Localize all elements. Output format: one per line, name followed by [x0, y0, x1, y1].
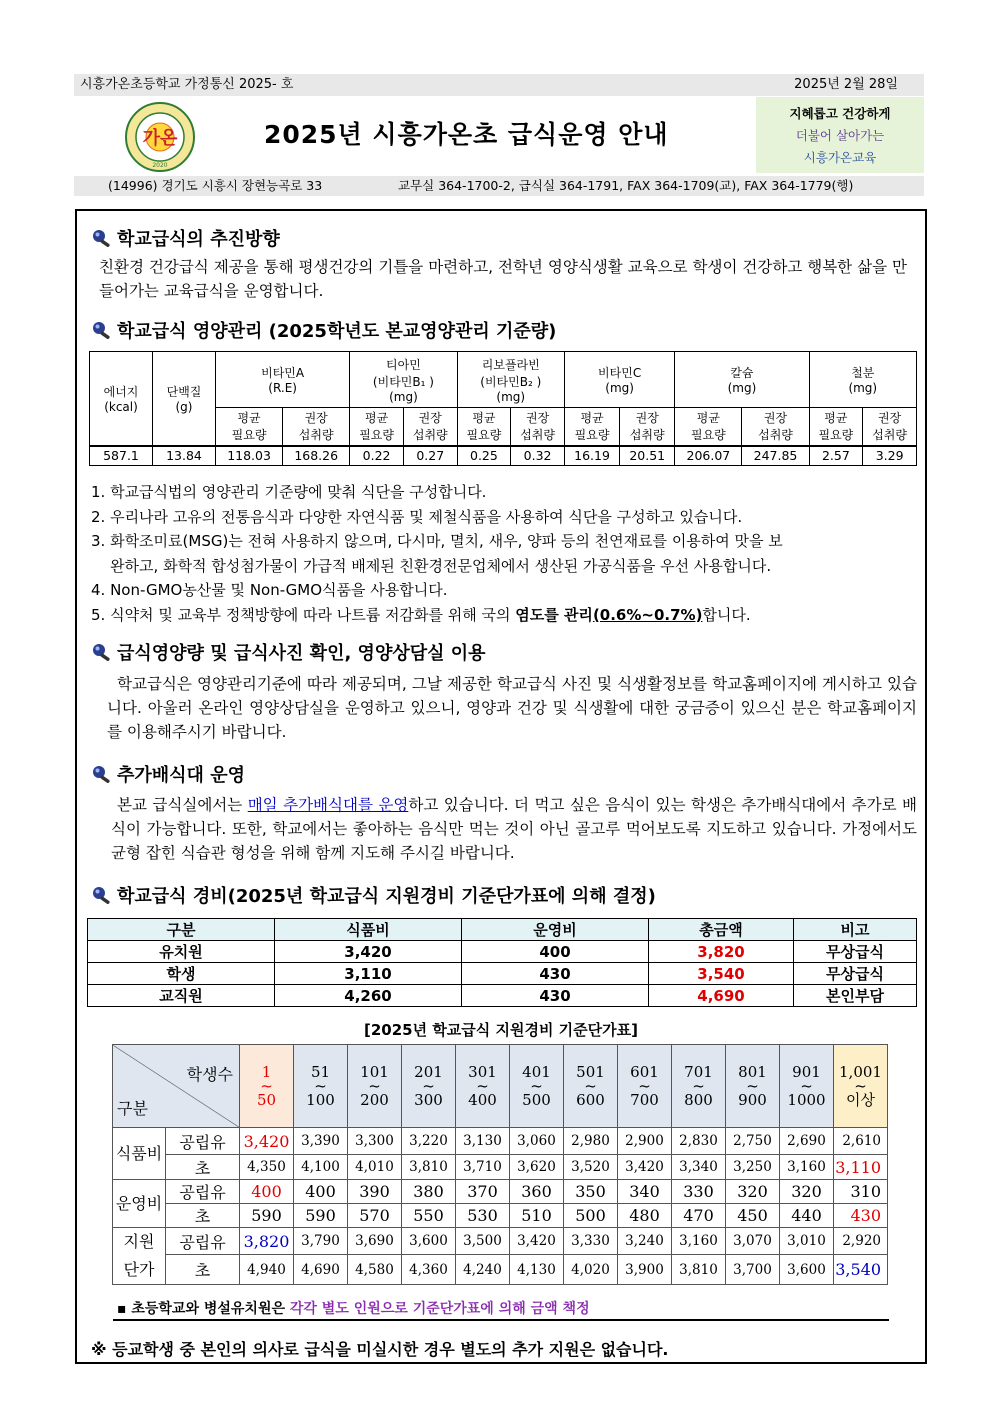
table-row [113, 1155, 888, 1180]
std-row-label: 초 [166, 1255, 240, 1285]
std-value-cell: 4,580 [348, 1255, 402, 1285]
std-value-cell: 2,900 [618, 1128, 672, 1155]
table-row [88, 985, 917, 1007]
address-bar [74, 176, 924, 196]
std-value-cell: 4,020 [564, 1255, 618, 1285]
std-value-cell: 380 [402, 1180, 456, 1204]
std-row-label: 초 [166, 1155, 240, 1180]
std-value-cell: 3,520 [564, 1155, 618, 1180]
section-title-cost [91, 882, 656, 908]
range-bound: 900 [738, 1091, 767, 1109]
std-value-cell: 530 [456, 1204, 510, 1228]
range-tilde: ~ [260, 1077, 273, 1095]
rec-header: 권장 섭취량 [403, 408, 457, 446]
vitamin-c-header: 비타민C (mg) [564, 352, 674, 408]
std-value-cell: 440 [780, 1204, 834, 1228]
cost-header: 비고 [794, 919, 917, 941]
nutrition-value: 0.27 [403, 446, 457, 466]
header [74, 97, 924, 173]
range-bound: 700 [630, 1091, 659, 1109]
std-value-cell: 4,360 [402, 1255, 456, 1285]
content-box [75, 209, 927, 1364]
std-range-header [564, 1045, 618, 1128]
range-bound: 600 [576, 1091, 605, 1109]
nutrition-value: 247.85 [742, 446, 809, 466]
table-row [113, 1228, 888, 1255]
std-value-cell: 4,130 [510, 1255, 564, 1285]
avg-header: 평균 필요량 [216, 408, 283, 446]
std-range-header [780, 1045, 834, 1128]
std-value-cell: 3,240 [618, 1228, 672, 1255]
nutrition-value: 0.32 [511, 446, 565, 466]
section-4-text-b: 하고 있습니다. 더 먹고 싶은 음식이 있는 학생은 추가배식대에서 추가로 배식이 가능합니다. 또한, 학교에서는 좋아하는 음식만 먹는 것이 아닌 골고루 먹어보도록 지도하고 있습니다. 가정에서도 균형 잡힌 식습관 형성을 위해 함께 지도해 주시길 바랍니다. [111, 796, 918, 862]
school-motto [756, 97, 924, 173]
table-row [113, 1180, 888, 1204]
magnifier-icon [91, 229, 113, 247]
avg-header: 평균 필요량 [457, 408, 511, 446]
rec-header: 권장 섭취량 [511, 408, 565, 446]
range-bound: 51 [310, 1063, 331, 1081]
range-tilde: ~ [638, 1077, 651, 1095]
std-value-cell: 390 [348, 1180, 402, 1204]
std-value-cell: 3,420 [618, 1155, 672, 1180]
cost-cell: 400 [462, 941, 649, 963]
std-value-cell: 360 [510, 1180, 564, 1204]
std-range-header [618, 1045, 672, 1128]
std-value-cell: 3,340 [672, 1155, 726, 1180]
range-tilde: ~ [746, 1077, 759, 1095]
iron-header: 철분 (mg) [809, 352, 916, 408]
std-range-header [726, 1045, 780, 1128]
avg-header: 평균 필요량 [350, 408, 404, 446]
table-row [88, 941, 917, 963]
cost-header: 총금액 [649, 919, 794, 941]
std-value-cell: 3,160 [780, 1155, 834, 1180]
range-bound: 701 [684, 1063, 713, 1081]
std-value-cell: 4,350 [240, 1155, 294, 1180]
section-4-text [111, 793, 917, 865]
list-item [91, 603, 783, 628]
energy-header: 에너지 (kcal) [90, 352, 153, 446]
cost-cell: 430 [462, 963, 649, 985]
nutrition-value: 0.22 [350, 446, 404, 466]
std-value-cell: 330 [672, 1180, 726, 1204]
std-value-cell: 550 [402, 1204, 456, 1228]
table-row [113, 1204, 888, 1228]
cost-cell: 무상급식 [794, 963, 917, 985]
std-range-header [456, 1045, 510, 1128]
std-value-cell: 480 [618, 1204, 672, 1228]
std-header-row [113, 1045, 888, 1128]
std-range-header [510, 1045, 564, 1128]
table-row [113, 1128, 888, 1155]
std-note-text: ▪ 초등학교와 병설유치원은 [117, 1301, 290, 1317]
std-value-cell: 3,690 [348, 1228, 402, 1255]
std-value-cell: 3,160 [672, 1228, 726, 1255]
std-value-cell: 510 [510, 1204, 564, 1228]
cost-cell: 유치원 [88, 941, 275, 963]
range-tilde: ~ [476, 1077, 489, 1095]
std-value-cell: 3,540 [834, 1255, 888, 1285]
range-bound: 이상 [846, 1091, 875, 1109]
std-range-header [294, 1045, 348, 1128]
std-group-label: 식품비 [113, 1128, 166, 1180]
cost-header: 구분 [88, 919, 275, 941]
std-value-cell: 3,500 [456, 1228, 510, 1255]
list-item-5-end: 합니다. [702, 605, 751, 624]
range-bound: 901 [792, 1063, 821, 1081]
range-bound: 601 [630, 1063, 659, 1081]
std-value-cell: 3,600 [780, 1255, 834, 1285]
std-value-cell: 3,250 [726, 1155, 780, 1180]
range-bound: 200 [360, 1091, 389, 1109]
section-title-direction [91, 225, 280, 251]
range-bound: 201 [414, 1063, 443, 1081]
std-value-cell: 3,010 [780, 1228, 834, 1255]
list-item: 4. Non-GMO농산물 및 Non-GMO식품을 사용합니다. [91, 581, 448, 599]
std-value-cell: 3,600 [402, 1228, 456, 1255]
std-value-cell: 3,790 [294, 1228, 348, 1255]
list-item-5-text: 5. 식약처 및 교육부 정책방향에 따라 나트륨 저감화를 위해 국의 [91, 605, 516, 624]
std-value-cell: 340 [618, 1180, 672, 1204]
section-title-text: 학교급식의 추진방향 [117, 229, 280, 250]
std-group-label: 운영비 [113, 1180, 166, 1228]
rec-header: 권장 섭취량 [283, 408, 350, 446]
std-value-cell: 2,610 [834, 1128, 888, 1155]
std-range-header [402, 1045, 456, 1128]
std-value-cell: 590 [294, 1204, 348, 1228]
std-value-cell: 2,690 [780, 1128, 834, 1155]
std-value-cell: 3,220 [402, 1128, 456, 1155]
nutrition-value: 16.19 [564, 446, 619, 466]
std-value-cell: 4,100 [294, 1155, 348, 1180]
range-bound: 1 [261, 1063, 272, 1081]
range-tilde: ~ [692, 1077, 705, 1095]
nutrition-value: 2.57 [809, 446, 863, 466]
std-value-cell: 3,070 [726, 1228, 780, 1255]
cost-table [87, 918, 917, 1007]
std-value-cell: 2,750 [726, 1128, 780, 1155]
std-value-cell: 3,810 [672, 1255, 726, 1285]
svg-text:가온: 가온 [142, 128, 178, 149]
protein-header: 단백질 (g) [153, 352, 216, 446]
std-value-cell: 310 [834, 1180, 888, 1204]
list-item: 완하고, 화학적 합성첨가물이 가급적 배제된 친환경전문업체에서 생산된 가공식품을 우선 사용합니다. [91, 556, 772, 575]
newsletter-date: 2025년 2월 28일 [794, 77, 898, 92]
range-bound: 401 [522, 1063, 551, 1081]
nutrition-value: 206.07 [675, 446, 742, 466]
calcium-header: 칼슘 (mg) [675, 352, 809, 408]
range-bound: 300 [414, 1091, 443, 1109]
std-row-label: 초 [166, 1204, 240, 1228]
std-value-cell: 3,060 [510, 1128, 564, 1155]
contact-numbers: 교무실 364-1700-2, 급식실 364-1791, FAX 364-1709(교), FAX 364-1779(행) [398, 178, 854, 193]
section-title-text: 추가배식대 운영 [117, 765, 245, 786]
cost-cell: 3,540 [649, 963, 794, 985]
std-value-cell: 370 [456, 1180, 510, 1204]
magnifier-icon [91, 321, 113, 339]
std-value-cell: 3,700 [726, 1255, 780, 1285]
section-title-nutrition [91, 317, 556, 343]
cost-cell: 무상급식 [794, 941, 917, 963]
cost-cell: 3,110 [275, 963, 462, 985]
vitamin-a-header: 비타민A (R.E) [216, 352, 350, 408]
std-value-cell: 4,690 [294, 1255, 348, 1285]
section-4-highlight: 매일 추가배식대를 운영 [247, 796, 409, 814]
std-note-highlight: 각각 별도 인원으로 기준단가표에 의해 금액 책정 [289, 1301, 590, 1317]
nutrition-value: 587.1 [90, 446, 153, 466]
std-note [117, 1298, 590, 1318]
std-value-cell: 2,920 [834, 1228, 888, 1255]
motto-line-1: 지혜롭고 건강하게 [789, 106, 891, 121]
section-title-extra-serving [91, 761, 245, 787]
range-bound: 1000 [787, 1091, 826, 1109]
section-4-text-a: 본교 급식실에서는 [117, 796, 248, 814]
cost-cell: 교직원 [88, 985, 275, 1007]
list-item-5-bold: 염도를 관리 [515, 605, 593, 624]
thiamin-header: 티아민 (비타민B₁ ) (mg) [350, 352, 457, 408]
std-value-cell: 3,330 [564, 1228, 618, 1255]
std-value-cell: 2,830 [672, 1128, 726, 1155]
std-value-cell: 3,110 [834, 1155, 888, 1180]
range-bound: 50 [256, 1091, 277, 1109]
std-range-header [672, 1045, 726, 1128]
nutrition-value: 3.29 [863, 446, 917, 466]
std-table-caption: [2025년 학교급식 지원경비 기준단가표] [364, 1021, 638, 1039]
nutrition-value: 13.84 [153, 446, 216, 466]
range-tilde: ~ [584, 1077, 597, 1095]
std-corner-bottom: 구분 [117, 1099, 148, 1118]
school-logo-icon [120, 101, 200, 173]
avg-header: 평균 필요량 [809, 408, 863, 446]
std-value-cell: 470 [672, 1204, 726, 1228]
cost-cell: 학생 [88, 963, 275, 985]
range-tilde: ~ [368, 1077, 381, 1095]
cost-header: 식품비 [275, 919, 462, 941]
std-value-cell: 3,420 [510, 1228, 564, 1255]
std-range-header [240, 1045, 294, 1128]
range-bound: 801 [738, 1063, 767, 1081]
range-bound: 1,001 [839, 1063, 882, 1081]
nutrition-value: 118.03 [216, 446, 283, 466]
nutrition-value: 168.26 [283, 446, 350, 466]
range-tilde: ~ [314, 1077, 327, 1095]
std-value-cell: 500 [564, 1204, 618, 1228]
page-title: 2025년 시흥가온초 급식운영 안내 [264, 120, 669, 149]
range-bound: 500 [522, 1091, 551, 1109]
std-value-cell: 4,010 [348, 1155, 402, 1180]
std-value-cell: 3,620 [510, 1155, 564, 1180]
riboflavin-header: 리보플라빈 (비타민B₂ ) (mg) [457, 352, 564, 408]
footer-notice: ※ 등교학생 중 본인의 의사로 급식을 미실시한 경우 별도의 추가 지원은 없습니다. [91, 1340, 669, 1359]
std-value-cell: 3,420 [240, 1128, 294, 1155]
std-value-cell: 3,820 [240, 1228, 294, 1255]
std-corner-cell [113, 1045, 240, 1128]
avg-header: 평균 필요량 [564, 408, 619, 446]
std-row-label: 공립유 [166, 1228, 240, 1255]
std-range-header [348, 1045, 402, 1128]
cost-header-row [88, 919, 917, 941]
newsletter-issue: 시흥가온초등학교 가정통신 2025- 호 [80, 77, 294, 92]
rec-header: 권장 섭취량 [742, 408, 809, 446]
list-item-5-range: (0.6%~0.7%) [592, 605, 703, 624]
nutrition-values-row [90, 446, 917, 466]
std-value-cell: 350 [564, 1180, 618, 1204]
range-bound: 301 [468, 1063, 497, 1081]
std-corner-top: 학생수 [186, 1065, 233, 1084]
std-note-divider [113, 1319, 889, 1321]
std-range-header [834, 1045, 888, 1128]
std-value-cell: 3,130 [456, 1128, 510, 1155]
std-value-cell: 4,940 [240, 1255, 294, 1285]
range-tilde: ~ [854, 1077, 867, 1095]
std-group-label: 지원 단가 [113, 1228, 166, 1285]
section-title-text: 급식영양량 및 급식사진 확인, 영양상담실 이용 [117, 643, 486, 664]
rec-header: 권장 섭취량 [620, 408, 675, 446]
range-tilde: ~ [530, 1077, 543, 1095]
nutrition-value: 20.51 [620, 446, 675, 466]
range-tilde: ~ [422, 1077, 435, 1095]
cost-cell: 430 [462, 985, 649, 1007]
section-title-text: 학교급식 경비(2025년 학교급식 지원경비 기준단가표에 의해 결정) [117, 886, 656, 907]
nutrition-value: 0.25 [457, 446, 511, 466]
list-item: 3. 화학조미료(MSG)는 전혀 사용하지 않으며, 다시마, 멸치, 새우, 양파 등의 천연재료를 이용하여 맛을 보 [91, 532, 783, 550]
std-value-cell: 450 [726, 1204, 780, 1228]
nutrition-policy-list [91, 480, 783, 627]
range-bound: 501 [576, 1063, 605, 1081]
range-bound: 100 [306, 1091, 335, 1109]
std-row-label: 공립유 [166, 1128, 240, 1155]
motto-line-3: 시흥가온교육 [803, 150, 877, 165]
cost-cell: 본인부담 [794, 985, 917, 1007]
list-item: 2. 우리나라 고유의 전통음식과 다양한 자연식품 및 제철식품을 사용하여 식단을 구성하고 있습니다. [91, 507, 743, 526]
table-row [113, 1255, 888, 1285]
std-value-cell: 3,390 [294, 1128, 348, 1155]
std-value-cell: 3,710 [456, 1155, 510, 1180]
magnifier-icon [91, 765, 113, 783]
section-3-text: 학교급식은 영양관리기준에 따라 제공되며, 그날 제공한 학교급식 사진 및 식생활정보를 학교홈페이지에 게시하고 있습니다. 아울러 온라인 영양상담실을 운영하고 있으니, 영양과 건강 및 식생활에 대한 궁금증이 있으신 분은 학교홈페이지를 이용해주시기 바랍니다. [107, 675, 917, 741]
std-value-cell: 570 [348, 1204, 402, 1228]
standard-price-table [112, 1044, 888, 1285]
range-tilde: ~ [800, 1077, 813, 1095]
std-value-cell: 590 [240, 1204, 294, 1228]
std-value-cell: 320 [726, 1180, 780, 1204]
nutrition-table [89, 351, 917, 466]
cost-cell: 3,820 [649, 941, 794, 963]
cost-header: 운영비 [462, 919, 649, 941]
std-value-cell: 400 [240, 1180, 294, 1204]
cost-cell: 4,690 [649, 985, 794, 1007]
list-item: 1. 학교급식법의 영양관리 기준량에 맞춰 식단을 구성합니다. [91, 483, 487, 501]
motto-line-2: 더불어 살아가는 [795, 128, 885, 143]
rec-header: 권장 섭취량 [863, 408, 917, 446]
svg-text:2020: 2020 [152, 162, 168, 169]
std-value-cell: 3,900 [618, 1255, 672, 1285]
school-address: (14996) 경기도 시흥시 장현능곡로 33 [108, 178, 323, 193]
std-value-cell: 3,300 [348, 1128, 402, 1155]
magnifier-icon [91, 886, 113, 904]
cost-cell: 3,420 [275, 941, 462, 963]
section-1-text: 친환경 건강급식 제공을 통해 평생건강의 기틀을 마련하고, 전학년 영양식생활 교육으로 학생이 건강하고 행복한 삶을 만들어가는 교육급식을 운영합니다. [99, 258, 907, 300]
range-bound: 400 [468, 1091, 497, 1109]
range-bound: 800 [684, 1091, 713, 1109]
newsletter-topbar [74, 74, 924, 96]
table-row [88, 963, 917, 985]
std-value-cell: 430 [834, 1204, 888, 1228]
std-row-label: 공립유 [166, 1180, 240, 1204]
range-bound: 101 [360, 1063, 389, 1081]
std-value-cell: 4,240 [456, 1255, 510, 1285]
std-value-cell: 2,980 [564, 1128, 618, 1155]
avg-header: 평균 필요량 [675, 408, 742, 446]
std-value-cell: 400 [294, 1180, 348, 1204]
section-title-photos [91, 639, 486, 665]
section-title-text: 학교급식 영양관리 (2025학년도 본교영양관리 기준량) [117, 321, 557, 342]
std-value-cell: 3,810 [402, 1155, 456, 1180]
magnifier-icon [91, 643, 113, 661]
std-value-cell: 320 [780, 1180, 834, 1204]
cost-cell: 4,260 [275, 985, 462, 1007]
